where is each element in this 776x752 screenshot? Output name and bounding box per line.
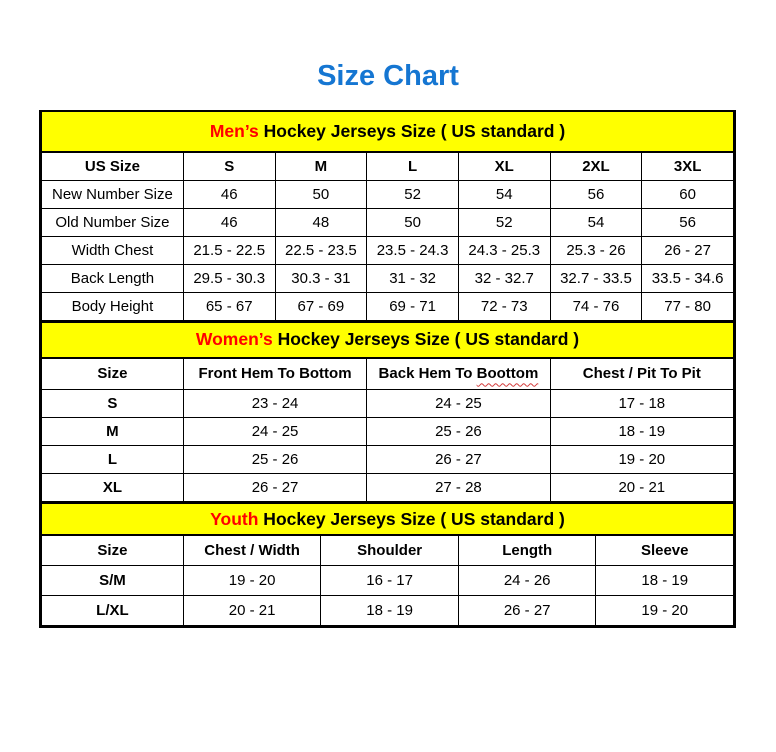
table-cell: 24.3 - 25.3	[458, 236, 550, 264]
table-cell: 29.5 - 30.3	[183, 264, 275, 292]
mens-table-title-row	[42, 112, 734, 152]
misspelled-word: Boottom	[476, 365, 539, 383]
mens-header-row	[42, 152, 734, 180]
row-label: L/XL	[42, 595, 184, 625]
table-cell: 56	[642, 208, 734, 236]
table-cell: 52	[458, 208, 550, 236]
table-cell: 77 - 80	[642, 292, 734, 320]
table-cell: 18 - 19	[550, 418, 733, 446]
row-label: Body Height	[42, 292, 184, 320]
table-row	[42, 236, 734, 264]
table-row	[42, 418, 734, 446]
womens-header-row	[42, 358, 734, 390]
table-cell: 25.3 - 26	[550, 236, 642, 264]
column-header: US Size	[42, 152, 184, 180]
column-header: Front Hem To Bottom	[183, 358, 366, 390]
table-cell: 21.5 - 22.5	[183, 236, 275, 264]
table-row	[42, 264, 734, 292]
table-row	[42, 292, 734, 320]
table-cell: 50	[275, 180, 367, 208]
table-cell: 60	[642, 180, 734, 208]
table-row	[42, 390, 734, 418]
womens-size-table	[41, 321, 734, 503]
column-header: 3XL	[642, 152, 734, 180]
row-label: Back Length	[42, 264, 184, 292]
mens-size-table	[41, 112, 734, 321]
page-title: Size Chart	[317, 60, 459, 92]
column-header: XL	[458, 152, 550, 180]
table-cell: 17 - 18	[550, 390, 733, 418]
table-cell: 67 - 69	[275, 292, 367, 320]
youth-table-title-row	[42, 503, 734, 535]
table-cell: 31 - 32	[367, 264, 459, 292]
table-cell: 18 - 19	[596, 565, 734, 595]
womens-table-title-row	[42, 322, 734, 358]
row-label: Old Number Size	[42, 208, 184, 236]
youth-header-row	[42, 535, 734, 565]
table-row	[42, 446, 734, 474]
table-row	[42, 595, 734, 625]
table-row	[42, 208, 734, 236]
table-cell: 48	[275, 208, 367, 236]
table-cell: 26 - 27	[183, 474, 366, 502]
table-cell: 30.3 - 31	[275, 264, 367, 292]
column-header: Length	[458, 535, 596, 565]
youth-table-title	[42, 503, 734, 535]
row-label: XL	[42, 474, 184, 502]
column-header: S	[183, 152, 275, 180]
column-header	[367, 358, 550, 390]
table-cell: 72 - 73	[458, 292, 550, 320]
table-cell: 27 - 28	[367, 474, 550, 502]
table-cell: 24 - 25	[367, 390, 550, 418]
womens-table-title-highlight: Women’s	[195, 329, 273, 349]
table-cell: 54	[550, 208, 642, 236]
table-cell: 19 - 20	[596, 595, 734, 625]
row-label: S	[42, 390, 184, 418]
table-cell: 22.5 - 23.5	[275, 236, 367, 264]
table-row	[42, 474, 734, 502]
table-cell: 23 - 24	[183, 390, 366, 418]
table-cell: 18 - 19	[321, 595, 459, 625]
table-cell: 20 - 21	[183, 595, 321, 625]
column-header: M	[275, 152, 367, 180]
column-header: Size	[42, 535, 184, 565]
table-cell: 54	[458, 180, 550, 208]
table-cell: 26 - 27	[367, 446, 550, 474]
row-label: L	[42, 446, 184, 474]
table-cell: 32.7 - 33.5	[550, 264, 642, 292]
table-cell: 32 - 32.7	[458, 264, 550, 292]
table-cell: 19 - 20	[183, 565, 321, 595]
row-label: S/M	[42, 565, 184, 595]
mens-table-title-highlight: Men’s	[209, 121, 259, 141]
womens-table-title	[42, 322, 734, 358]
size-chart-container	[39, 110, 736, 628]
table-row	[42, 180, 734, 208]
table-cell: 74 - 76	[550, 292, 642, 320]
table-cell: 25 - 26	[183, 446, 366, 474]
column-header: Chest / Width	[183, 535, 321, 565]
table-cell: 25 - 26	[367, 418, 550, 446]
column-header: L	[367, 152, 459, 180]
column-header: 2XL	[550, 152, 642, 180]
table-cell: 56	[550, 180, 642, 208]
table-cell: 24 - 26	[458, 565, 596, 595]
table-cell: 26 - 27	[642, 236, 734, 264]
column-header-text: Back Hem To	[378, 365, 473, 383]
table-cell: 46	[183, 208, 275, 236]
table-cell: 33.5 - 34.6	[642, 264, 734, 292]
row-label: Width Chest	[42, 236, 184, 264]
row-label: New Number Size	[42, 180, 184, 208]
column-header: Chest / Pit To Pit	[550, 358, 733, 390]
youth-size-table	[41, 502, 734, 626]
table-cell: 26 - 27	[458, 595, 596, 625]
column-header: Sleeve	[596, 535, 734, 565]
table-cell: 16 - 17	[321, 565, 459, 595]
row-label: M	[42, 418, 184, 446]
table-cell: 52	[367, 180, 459, 208]
table-cell: 65 - 67	[183, 292, 275, 320]
table-cell: 24 - 25	[183, 418, 366, 446]
womens-table-title-text: Hockey Jerseys Size ( US standard )	[272, 329, 580, 349]
table-cell: 23.5 - 24.3	[367, 236, 459, 264]
mens-table-title-text: Hockey Jerseys Size ( US standard )	[258, 121, 566, 141]
table-row	[42, 565, 734, 595]
table-cell: 46	[183, 180, 275, 208]
table-cell: 69 - 71	[367, 292, 459, 320]
table-cell: 20 - 21	[550, 474, 733, 502]
table-cell: 50	[367, 208, 459, 236]
mens-table-title	[42, 112, 734, 152]
table-cell: 19 - 20	[550, 446, 733, 474]
column-header: Size	[42, 358, 184, 390]
youth-table-title-highlight: Youth	[210, 508, 259, 529]
column-header: Shoulder	[321, 535, 459, 565]
youth-table-title-text: Hockey Jerseys Size ( US standard )	[258, 508, 565, 529]
